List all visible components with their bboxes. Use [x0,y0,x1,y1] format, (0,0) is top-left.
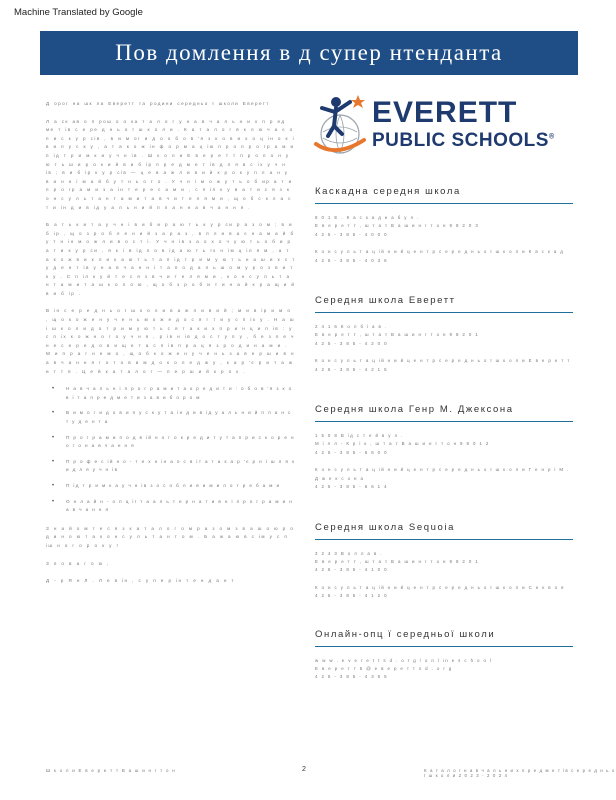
school-counseling: К о н с у л ь т а ц ій н и й ц е н т р с е р е д н ь о ї ш к о л и К а с к а д [315,249,565,255]
school-counseling: К о н с у л ь т а ц ій н и й ц е н т р с е р е д н ь о ї ш к о л и С е к в о я [315,584,565,590]
school-counseling-phone: 4 2 5 - 3 8 5 - 4 1 2 0 [315,593,388,599]
school-phone: 4 2 5 - 3 8 5 - 4 1 0 0 [315,567,388,573]
school-email: Е в е р е т т 5 @ е в е р е т т s d . o r g [315,665,453,671]
letter-bullet-list [46,385,296,515]
school-block-cascade [315,186,573,265]
page-number: 2 [302,766,306,773]
school-address: 2 4 1 6 К о л б і а в . [315,324,388,330]
list-item: • П р о ф е с ій н о - т е х н ін а о с в іт а т а к а р 'є р н і ш л я х и д л я у ч н ів [52,458,296,475]
school-address: 3 2 4 3 В о л л а в . [315,550,383,556]
everett-public-schools-logo [312,92,574,164]
list-item: • О н л а й н - о п ц ії т а а л ь т е р н а т и в н і п р о г р а м и н а в ч а н н я [52,498,296,515]
school-block-jackson [315,404,573,491]
letter-paragraph-3: В ін с е р е д н ь о ї ш к о л и в а ж л и в и й ; м и в ір и м о , щ о к о ж е н у ч е н ь м о ж е д о с я г т и у с п іх у . Н а ш і ш к о л и д о т р и м у ю т ь с я т а к и х п р и н ц и п ів : у с п іх к о ж н о г о у ч н я , р ів н ів д о с т у п у , б е з п е ч н е с е р е д о в и щ е т а с п ів п р а ц я з р о д и н а м и . М и п р а г н е м о , щ о б к о ж е н у ч е н ь з а в е р ш и в н а в ч а н н я г о т о в и м д о к о л е д ж у , к а р 'є р и т а ж и т т я . Ц е й к а т а л о г — п е р ш и й к р о к . [46,308,295,374]
school-name: Середня школа Еверетт [315,295,573,313]
school-phone: 4 2 5 - 3 8 5 - 4 2 0 0 [315,340,388,346]
list-item: • П ід т р и м к а у ч н ів з о с о б л и в и м и п о т р е б а м и [52,482,296,491]
list-item: • В и м о г и д о в и п у с к у т а ін д и в ід у а л ь н и й п л а н с т у д е н т а [52,409,296,426]
school-name: Онлайн-опц ї середньої школи [315,629,573,647]
school-block-everett [315,295,573,374]
footer-district: Ш к о л и Е в е р е т т В а ш и н г т о н [46,768,176,773]
school-city: Е в е р е т т , ш т а т В а ш и н г т о н 9 8 2 0 3 [315,223,480,229]
page-title-banner [40,31,578,75]
school-phone: 4 2 5 - 3 8 5 - 4 3 5 5 [315,674,388,680]
school-city: М і л л - К р і к , ш т а т В а ш и н г т о н 9 8 0 1 2 [315,441,490,447]
letter-sign-off: З п о в а г о ю , [46,560,110,566]
school-name: Середня школа Sequoia [315,522,573,540]
logo-wordmark-everett: EVERETT [372,96,518,129]
logo-wordmark-public-schools: PUBLIC SCHOOLS® [372,130,555,151]
school-phone: 4 2 5 - 3 8 5 - 6 6 0 0 [315,449,388,455]
letter-greeting: Д орог на шк ла Еверетт та родини середньо ї школи Еверетт [46,101,270,106]
logo-figure-icon [312,92,374,164]
school-name: Каскадна середня школа [315,186,573,204]
footer-catalog-title: К а т а л о г н а в ч а л ь н и х п р е д м е т ів с е р е д н ь о ї ш к о л и 2 0 2 3 - 2 0 2 4 [424,768,616,778]
school-address: 1 5 0 8 В ід с т е й в у л . [315,433,404,439]
list-item: • Н а в ч а л ь н і п р о г р а м и т а к р е д и т и : о б о в 'я з к о в і т а п р е д м е т и з а в и б о р о м [52,385,296,402]
school-city: Е в е р е т т , ш т а т В а ш и н г т о н 9 8 2 0 1 [315,332,480,338]
page-title: Пов домлення в д супер нтенданта [115,40,503,65]
school-address: 8 0 1 Е . К а с к а д н а б у л . [315,215,420,220]
school-block-sequoia [315,522,573,601]
list-item: • П р о г р а м и п о д в ій н о г о к р е д и т у т а п р и с к о р е н о г о н а в ч а н н я [52,434,296,451]
school-counseling: К о н с у л ь т а ц ій н и й ц е н т р с е р е д н ь о ї ш к о л и Г е н р і М . Д ж е к с о н а [315,467,570,481]
school-phone: 4 2 5 - 3 8 5 - 4 0 0 0 [315,231,388,237]
school-block-online [315,629,573,682]
school-counseling-phone: 4 2 5 - 3 8 5 - 4 2 1 5 [315,366,388,372]
letter-paragraph-1: Л а ск ав о п рош о о ка т а л о г у н а в ч а л ь н и х п р ед ме т ів с е ре д н ь о ї ш к о л и . К а т а л о г в к л ю ч а є о п и с к у р сів , в и м ог и д о о б о в 'я з к о в и х о ц ін о к і в и п у с к у , а т а к о ж ін ф о р м а ц ію п р о п р о гр а м и п ід т р и м к и у ч н ів . Ш к о л и Е в е р е т т п р о п о н у ю т ь ш и р о к и й в и б ір п р е д м е т ів д л я в с іх у ч н ів ; в и б ір к у р сів — ц е в а ж л и в и й к р о к у п л а н у в а н н і м а й б у т н ь о г о . У ч н і м о ж у т ь о б ир а т и п р о гр а м и з а ін т е р е с а м и , с п іл к у в а т и с я з к о н с у л ь т а н т а м и т а в ч и т е л я м и , щ о б с к л а с т и ін д и в ід у а л ь н и й п л а н н а в ч а н н я . [46,118,296,210]
school-city: Е в е р е т т , ш т а т В а ш и н г т о н 9 8 2 0 1 [315,558,480,564]
machine-translated-label: Machine Translated by Google [14,7,143,18]
superintendent-letter [46,100,296,595]
school-name: Середня школа Генр М. Джексона [315,404,573,422]
letter-signature: Д - р Я н Л . Л е в ін , с у п е р ін т е н д а н т [46,578,236,584]
letter-closing: З н а й о м т е с я з к а т а л о г о м р а з о м з в а ш о ю р о д и н о ю т а к о н с у л ь т а н т о м . Б а ж а ю в с ім у с п іш н о г о р о к у ! [46,525,295,548]
school-counseling-phone: 4 2 5 - 3 8 5 - 4 0 3 6 [315,257,388,263]
letter-paragraph-2: Б а т ь к и т а у ч н і в и б и р а ю т ь к у р си р а з о м ; в и б ір , щ о з р о б л е н и й з а р а з , в п л и в а є н а м а й б у т н ін м о ж л и в о с т і. У ч н ів з а о х о ч у ю т ь о б и р а т и к у р си , я к і в ід п о в ід а ю т ь їх н ім ц іл я м , а т а к о ж в и к л и к а ю т ь т а п ід т р и м у ю т ь н а ш и х с т у д е н т ів у н а в ч а н н і т а п о д а л ь ш о м у р о з в и т к у . С п іл к у й т е с я з в ч и т е л я м и , к о н с у л ь т а н т а м и т а ш к о л о ю , щ о б з р о б и т и н а й к р а щ и й в и б ір . [46,222,296,296]
school-counseling-phone: 4 2 5 - 3 8 5 - 6 6 1 4 [315,484,388,490]
school-website: w w w . e v e r e t t s d . o r g / o n l in e s c h o o l [315,657,493,663]
school-counseling: К о н с у л ь т а ц ій н и й ц е н т р с е р е д н ь о ї ш к о л и Е в е р е т т [315,358,571,364]
schools-directory [315,186,573,682]
